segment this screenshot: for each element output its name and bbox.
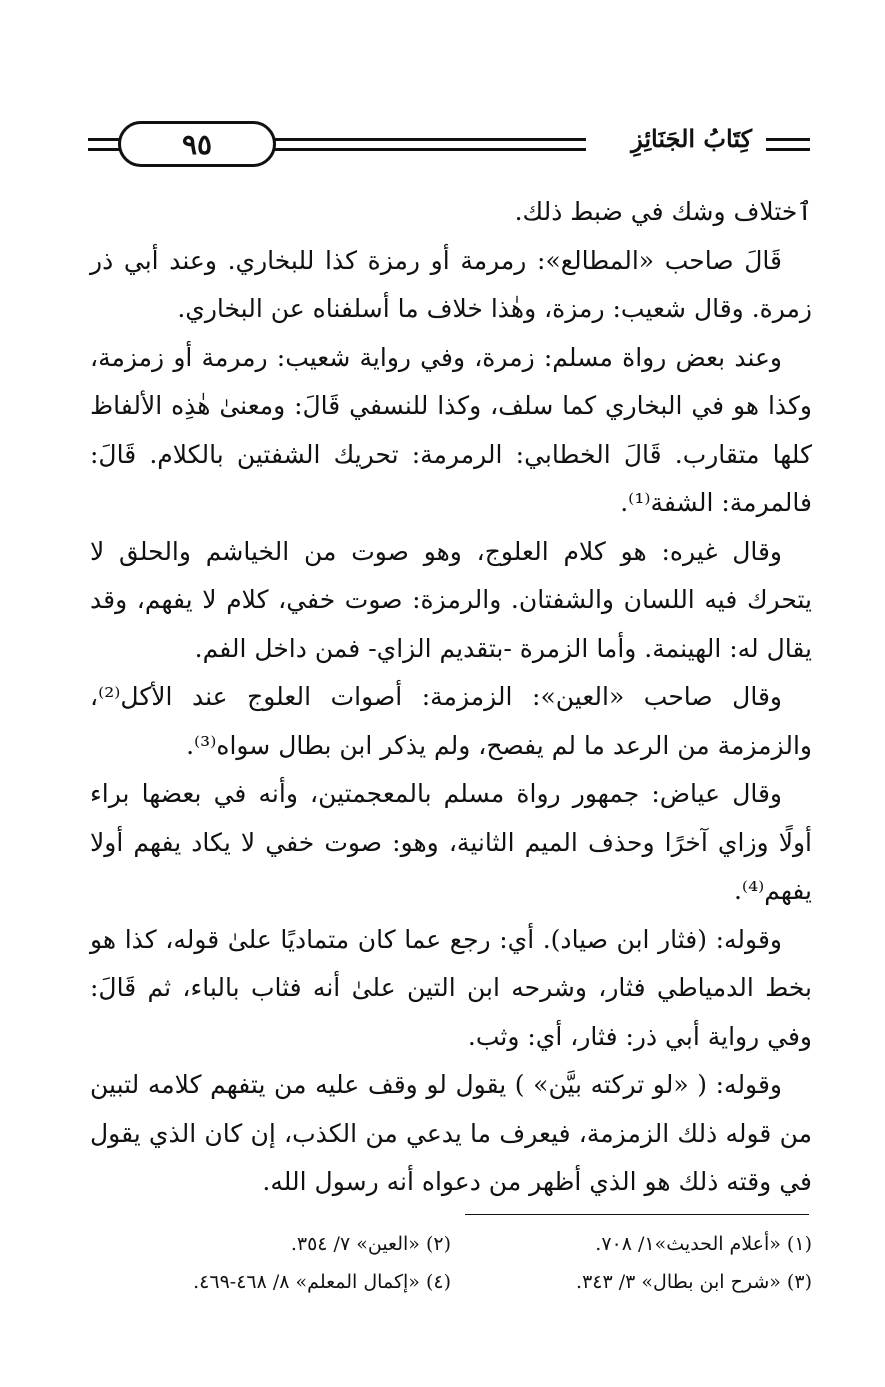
paragraph: وقوله: ( «لو تركته بيَّن» ) يقول لو وقف عليه من يتفهم كلامه لتبين من قوله ذلك الزمزمة، فيعرف ما يدعي من الكذب، إن كان الذي يقول في وقته ذلك هو الذي أظهر من دعواه أنه رسول الله.	[90, 1070, 812, 1196]
footnote-separator	[465, 1214, 809, 1215]
header-rule-left-top	[88, 138, 122, 141]
footnotes	[90, 1225, 812, 1301]
header-rule-middle-bottom	[274, 148, 586, 151]
paragraph: وقال عياض: جمهور رواة مسلم بالمعجمتين، وأنه في بعضها براء أولًا وزاي آخرًا وحذف الميم الثانية، وهو: صوت خفي لا يكاد يفهم أولا يفهم⁽⁴⁾.	[90, 779, 812, 905]
paragraph: وقال غيره: هو كلام العلوج، وهو صوت من الخياشم والحلق لا يتحرك فيه اللسان والشفتان. والرمزة: صوت خفي، كلام لا يفهم، وقد يقال له: الهينمة. وأما الزمرة -بتقديم الزاي- فمن داخل الفم.	[90, 536, 812, 663]
main-text	[90, 188, 812, 1207]
header-rule-right-top	[766, 138, 810, 141]
paragraph: وعند بعض رواة مسلم: زمرة، وفي رواية شعيب: رمرمة أو زمزمة، وكذا هو في البخاري كما سلف، وكذا للنسفي قَالَ: ومعنىٰ هٰذِه الألفاظ كلها متقارب. قَالَ الخطابي: الرمرمة: تحريك الشفتين بالكلام. قَالَ: فالمرمة: الشفة⁽¹⁾.	[90, 342, 812, 517]
footnote: (٤) «إكمال المعلم» ٨/ ٤٦٨-٤٦٩.	[193, 1271, 451, 1293]
page-number-badge	[118, 121, 276, 167]
paragraph: وقال صاحب «العين»: الزمزمة: أصوات العلوج عند الأكل⁽²⁾، والزمزمة من الرعد ما لم يفصح، ولم يذكر ابن بطال سواه⁽³⁾.	[90, 682, 812, 760]
header-rule-middle-top	[274, 138, 586, 141]
header-rule-right-bottom	[766, 148, 810, 151]
page-header	[88, 118, 810, 170]
footnote: (٢) «العين» ٧/ ٣٥٤.	[290, 1233, 451, 1255]
page-number: ٩٥	[181, 127, 213, 161]
paragraph: وقوله: (فثار ابن صياد). أي: رجع عما كان متماديًا علىٰ قوله، كذا هو بخط الدمياطي فثار، وشرحه ابن التين علىٰ أنه فثاب بالباء، ثم قَالَ: وفي رواية أبي ذر: فثار، أي: وثب.	[90, 924, 812, 1051]
footnote-row	[90, 1263, 812, 1301]
footnote: (٣) «شرح ابن بطال» ٣/ ٣٤٣.	[576, 1271, 812, 1293]
paragraph: قَالَ صاحب «المطالع»: رمرمة أو رمزة كذا للبخاري. وعند أبي ذر زمرة. وقال شعيب: رمزة، وهٰذا خلاف ما أسلفناه عن البخاري.	[90, 245, 812, 323]
header-rule-left-bottom	[88, 148, 122, 151]
paragraph: ٱختلاف وشك في ضبط ذلك.	[514, 197, 812, 226]
footnote-row	[90, 1225, 812, 1263]
footnote: (١) «أعلام الحديث»١/ ٧٠٨.	[595, 1233, 812, 1255]
running-title: كِتَابُ الجَنَائِزِ	[631, 124, 752, 153]
